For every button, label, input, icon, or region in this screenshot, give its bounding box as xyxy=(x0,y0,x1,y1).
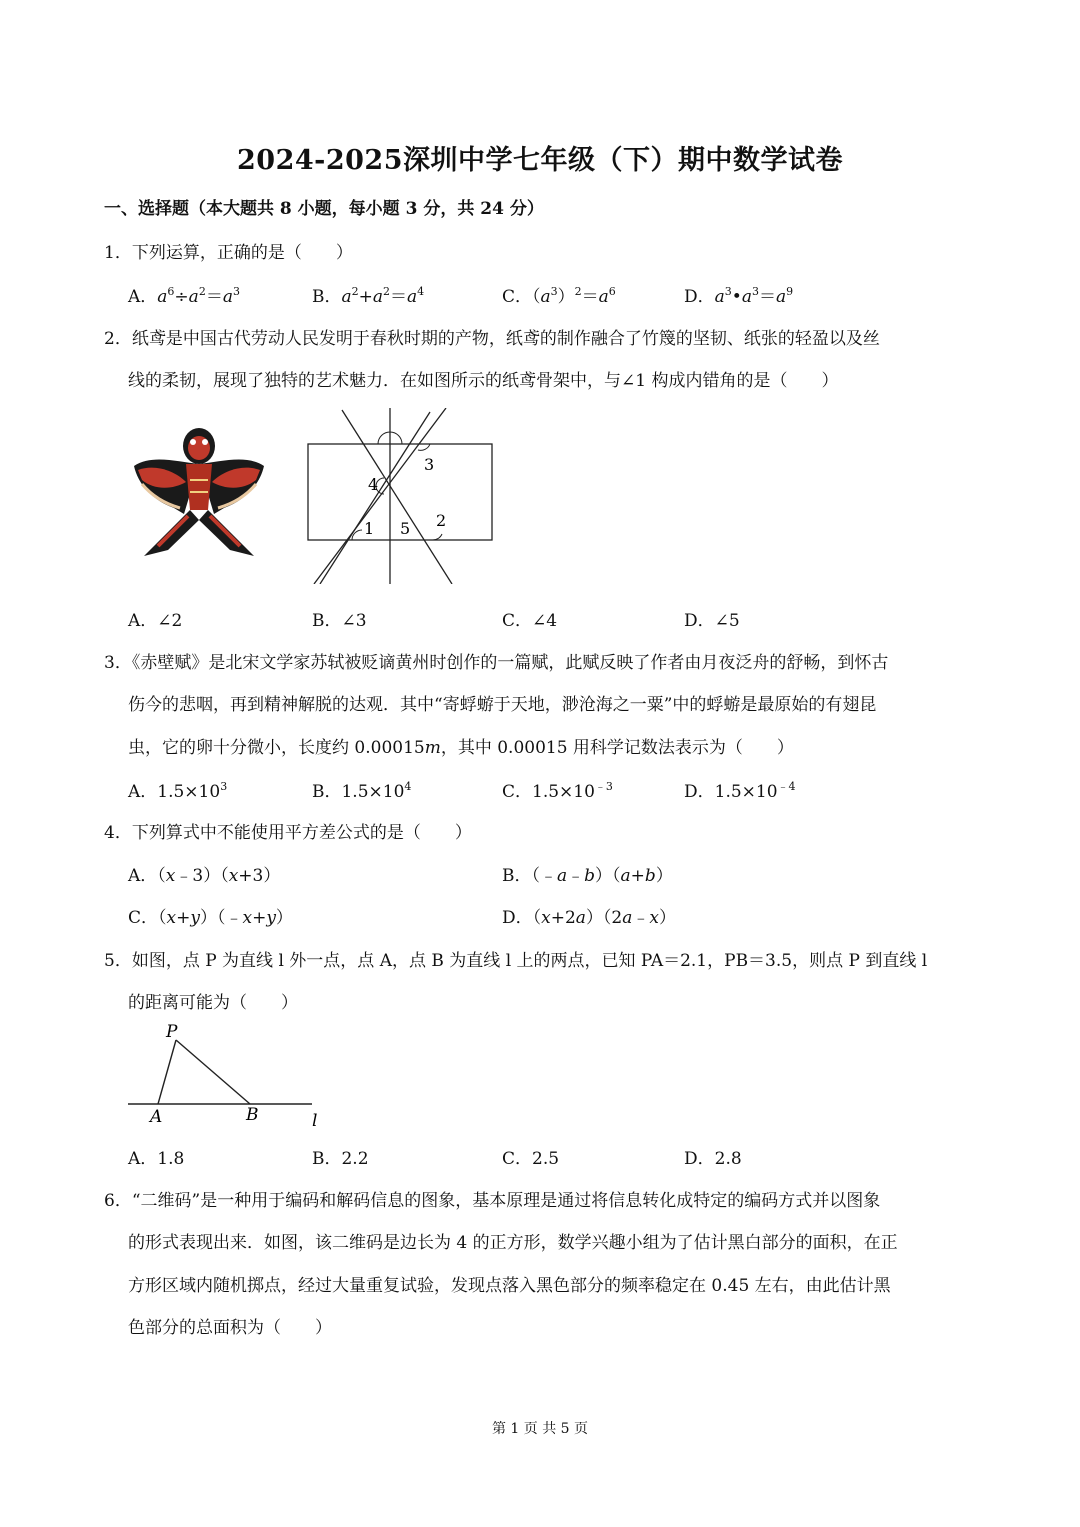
question-6-stem-line-4: 色部分的总面积为（ ） xyxy=(128,1318,332,1338)
question-1-option-d: D．$a^3•a^3=a^9$ xyxy=(684,285,794,307)
question-6-stem-line-2: 的形式表现出来．如图，该二维码是边长为 4 的正方形，数学兴趣小组为了估计黑白部分的面积，在正 xyxy=(128,1233,898,1253)
question-5-option-a: A．1.8 xyxy=(128,1149,185,1169)
question-5-option-c: C．2.5 xyxy=(502,1149,560,1169)
point-line-diagram xyxy=(126,1020,332,1130)
question-4-option-a: A．（x﹣3）（x+3） xyxy=(128,866,281,886)
question-3-stem-line-1: 3．《赤壁赋》是北宋文学家苏轼被贬谪黄州时创作的一篇赋，此赋反映了作者由月夜泛舟的舒畅，到怀古 xyxy=(104,653,889,673)
kite-frame-diagram xyxy=(306,408,496,584)
question-4-option-b: B．（﹣a﹣b）（a+b） xyxy=(502,866,673,886)
question-2-option-a: A．∠2 xyxy=(128,611,183,631)
point-a-label: A xyxy=(150,1107,163,1127)
question-6-stem-line-1: 6．“二维码”是一种用于编码和解码信息的图象，基本原理是通过将信息转化成特定的编码方式并以图象 xyxy=(104,1191,881,1211)
point-b-label: B xyxy=(246,1105,259,1125)
angle-label-2: 2 xyxy=(436,511,447,530)
question-3-stem-line-3: 虫，它的卵十分微小，长度约 0.00015m，其中 0.00015 用科学记数法表示为（ ） xyxy=(128,738,794,758)
question-5-option-d: D．2.8 xyxy=(684,1149,742,1169)
question-1-option-a: A．$a^6\div a^2=a^3$ xyxy=(128,285,240,307)
question-3-option-c: C．$1.5\times 10^{﹣3}$ xyxy=(502,780,613,802)
question-4-option-c: C．（x+y）（﹣x+y） xyxy=(128,908,293,928)
question-3-option-d: D．$1.5\times 10^{﹣4}$ xyxy=(684,780,796,802)
question-5-stem-line-1: 5．如图，点 P 为直线 l 外一点，点 A，点 B 为直线 l 上的两点，已知 PA＝2.1，PB＝3.5，则点 P 到直线 l xyxy=(104,951,928,971)
angle-label-5: 5 xyxy=(400,519,411,538)
point-p-label: P xyxy=(166,1022,178,1042)
angle-label-1: 1 xyxy=(364,519,375,538)
question-4-option-d: D．（x+2a）（2a﹣x） xyxy=(502,908,676,928)
question-1-option-b: B．$a^2+a^2=a^4$ xyxy=(312,285,425,307)
page-title: 2024-2025深圳中学七年级（下）期中数学试卷 xyxy=(237,145,843,176)
question-3-option-b: B．$1.5\times 10^4$ xyxy=(312,780,412,802)
question-1-stem: 1．下列运算，正确的是（ ） xyxy=(104,243,353,263)
page-footer: 第 1 页 共 5 页 xyxy=(491,1421,589,1437)
angle-label-3: 3 xyxy=(424,455,435,474)
question-2-option-b: B．∠3 xyxy=(312,611,367,631)
question-3-stem-line-2: 伤今的悲咽，再到精神解脱的达观．其中“寄蜉蝣于天地，渺沧海之一粟”中的蜉蝣是最原始的有翅昆 xyxy=(128,695,877,715)
question-3-option-a: A．$1.5\times 10^3$ xyxy=(128,780,228,802)
question-5-stem-line-2: 的距离可能为（ ） xyxy=(128,993,298,1013)
angle-label-4: 4 xyxy=(368,475,379,494)
question-2-stem-line-2: 线的柔韧，展现了独特的艺术魅力．在如图所示的纸鸢骨架中，与∠1 构成内错角的是（ ） xyxy=(128,371,839,391)
line-l-label: l xyxy=(312,1111,318,1130)
question-1-option-c: C．$(a^3)^2=a^6$ xyxy=(502,285,616,307)
question-4-stem: 4．下列算式中不能使用平方差公式的是（ ） xyxy=(104,823,472,843)
question-6-stem-line-3: 方形区域内随机掷点，经过大量重复试验，发现点落入黑色部分的频率稳定在 0.45 左右，由此估计黑 xyxy=(128,1276,891,1296)
kite-image xyxy=(128,420,270,565)
question-2-option-d: D．∠5 xyxy=(684,611,740,631)
question-2-option-c: C．∠4 xyxy=(502,611,558,631)
question-5-option-b: B．2.2 xyxy=(312,1149,369,1169)
question-2-stem-line-1: 2．纸鸢是中国古代劳动人民发明于春秋时期的产物，纸鸢的制作融合了竹篾的坚韧、纸张的轻盈以及丝 xyxy=(104,329,880,349)
section-heading: 一、选择题（本大题共 8 小题，每小题 3 分，共 24 分） xyxy=(104,199,544,219)
